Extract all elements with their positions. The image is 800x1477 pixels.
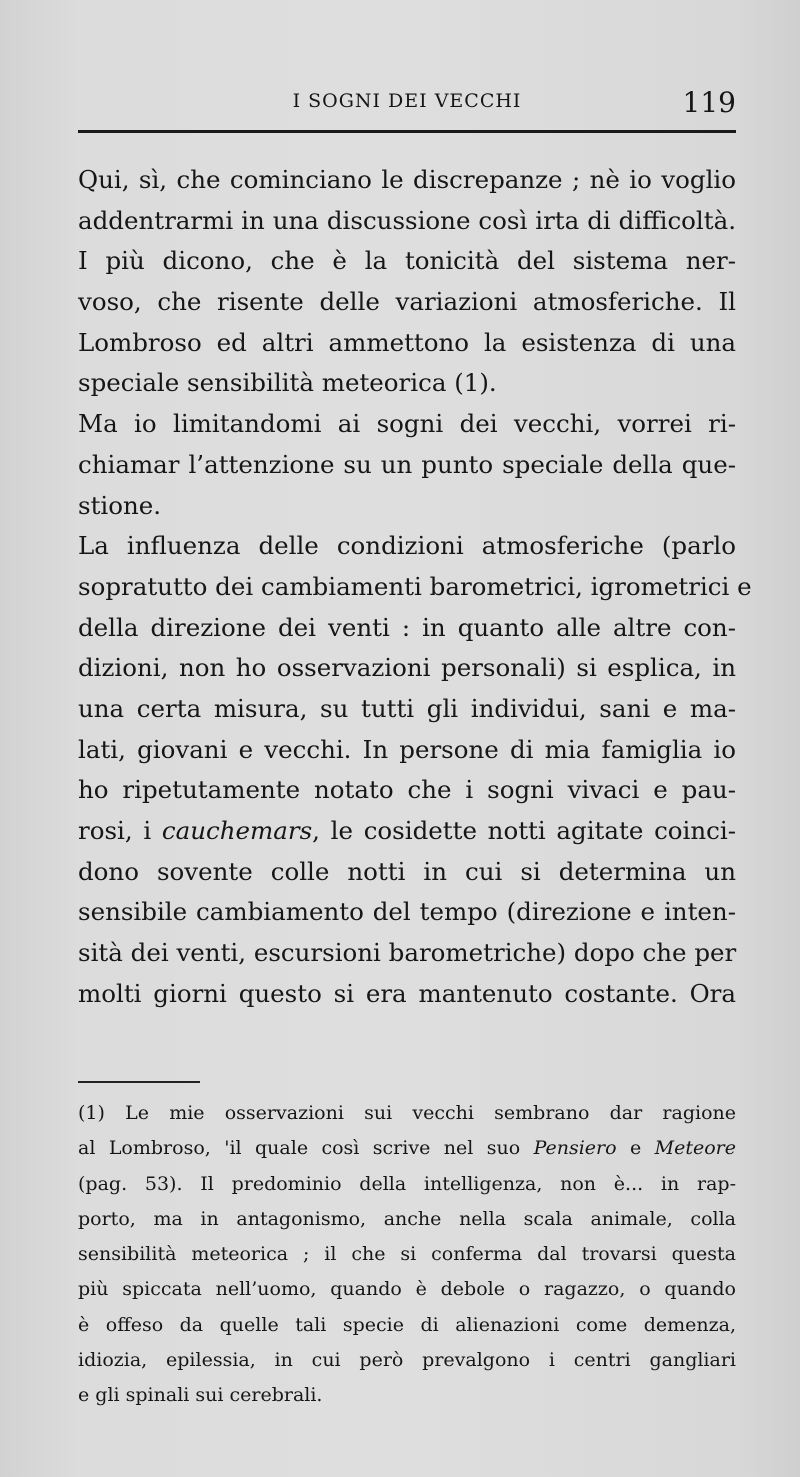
footnote	[78, 1096, 736, 1414]
footnote-rule	[78, 1081, 200, 1083]
footnote-line: più spiccata nell’uomo, quando è debole o ragazzo, o quando	[78, 1278, 736, 1301]
page-number: 119	[682, 86, 736, 119]
text-line: speciale sensibilità meteorica (1).	[78, 368, 497, 398]
text-segment: rosi, i	[78, 816, 162, 845]
text-line: ho ripetutamente notato che i sogni vivaci e pau-	[78, 775, 736, 805]
text-line: addentrarmi in una discussione così irta di difficoltà.	[78, 205, 736, 235]
running-head-title: I SOGNI DEI VECCHI	[292, 90, 522, 112]
text-line: sità dei venti, escursioni barometriche) dopo che per	[78, 938, 737, 968]
italic-term: cauchemars	[161, 816, 313, 845]
text-line: chiamar l’attenzione su un punto speciale della que-	[78, 449, 736, 479]
text-line: della direzione dei venti : in quanto alle altre con-	[78, 612, 736, 642]
header-rule	[78, 130, 736, 133]
footnote-line: è offeso da quelle tali specie di alienazioni come demenza,	[78, 1313, 736, 1336]
text-line: Ma io limitandomi ai sogni dei vecchi, vorrei ri-	[78, 409, 736, 439]
text-line: sopratutto dei cambiamenti barometrici, igrometrici e	[78, 571, 752, 601]
body-text	[78, 160, 752, 1014]
footnote-line: (1) Le mie osservazioni sui vecchi sembrano dar ragione	[78, 1102, 736, 1124]
text-segment: al Lombroso, 'il quale così scrive nel suo	[78, 1137, 534, 1160]
italic-title: Pensiero	[533, 1137, 617, 1160]
footnote-line: e gli spinali sui cerebrali.	[78, 1384, 323, 1407]
text-segment: , le cosidette notti agitate coinci-	[312, 816, 736, 845]
running-head	[78, 86, 736, 120]
text-line: molti giorni questo si era mantenuto costante. Ora	[78, 978, 736, 1008]
text-line: lati, giovani e vecchi. In persone di mia famiglia io	[78, 734, 736, 764]
footnote-line: porto, ma in antagonismo, anche nella scala animale, colla	[78, 1207, 736, 1230]
italic-title: Meteore	[654, 1137, 736, 1160]
text-line: Lombroso ed altri ammettono la esistenza di una	[78, 327, 736, 357]
text-line: voso, che risente delle variazioni atmosferiche. Il	[78, 287, 736, 317]
text-line: Qui, sì, che cominciano le discrepanze ; nè io voglio	[78, 165, 736, 194]
text-line: I più dicono, che è la tonicità del sistema ner-	[78, 246, 736, 276]
footnote-line: idiozia, epilessia, in cui però prevalgono i centri gangliari	[78, 1349, 736, 1372]
text-line: sensibile cambiamento del tempo (direzione e inten-	[78, 897, 736, 927]
footnote-line	[78, 1131, 736, 1166]
text-segment: e	[616, 1137, 655, 1160]
footnote-line: sensibilità meteorica ; il che si conferma dal trovarsi questa	[78, 1243, 736, 1266]
text-line: La influenza delle condizioni atmosferiche (parlo	[78, 531, 736, 561]
text-line: stione.	[78, 490, 162, 520]
text-line	[78, 811, 736, 852]
text-line: dizioni, non ho osservazioni personali) si esplica, in	[78, 653, 736, 683]
text-line: dono sovente colle notti in cui si determina un	[78, 856, 736, 886]
text-line: una certa misura, su tutti gli individui, sani e ma-	[78, 693, 736, 723]
footnote-line: (pag. 53). Il predominio della intelligenza, non è... in rap-	[78, 1172, 736, 1195]
